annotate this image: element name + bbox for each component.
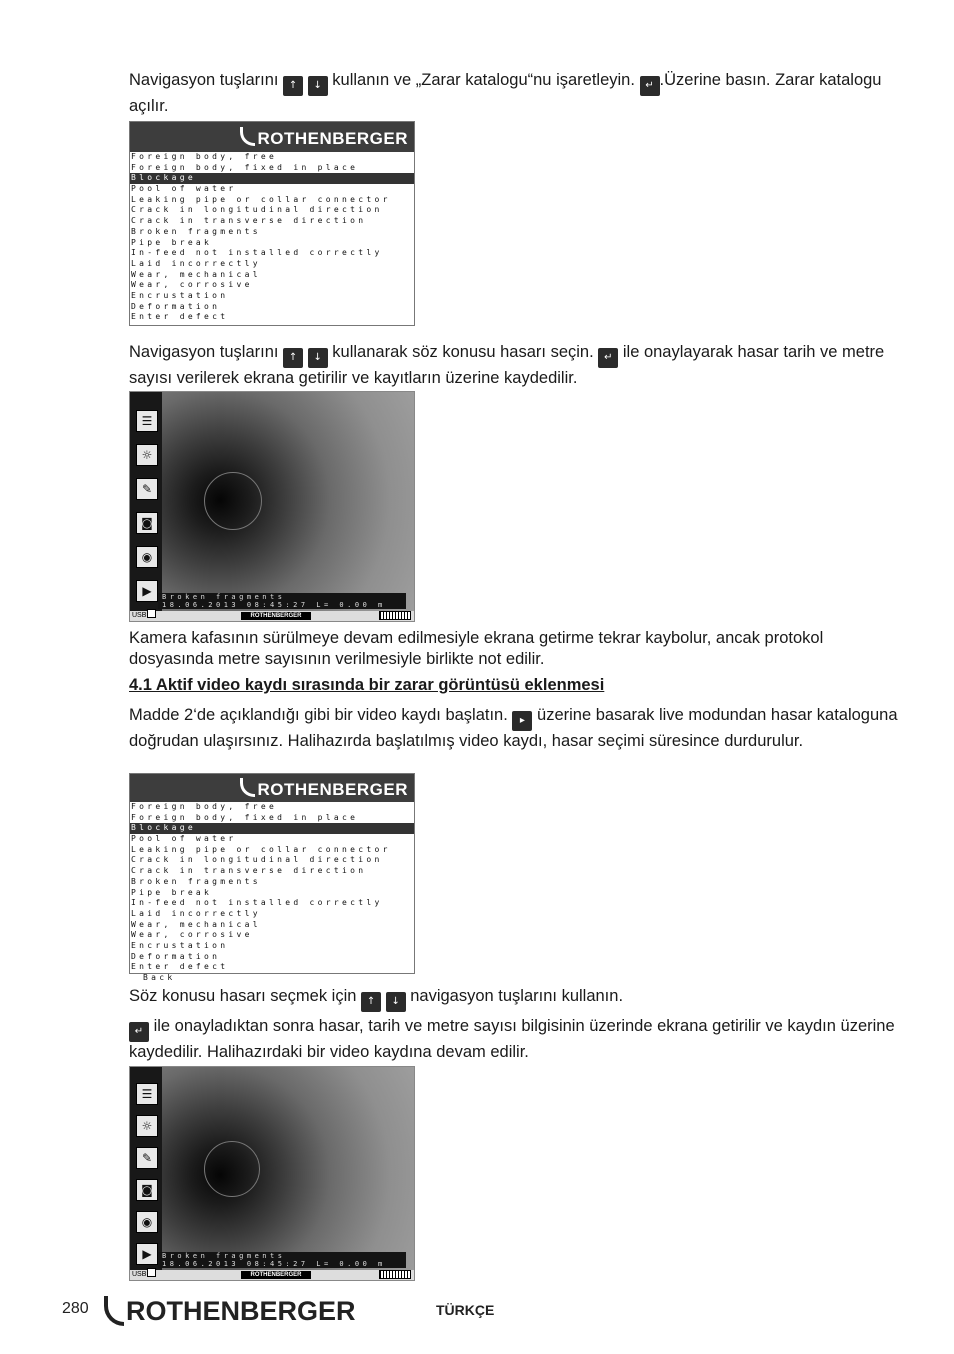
light-icon: ☼ [136, 444, 158, 466]
language-label: TÜRKÇE [436, 1302, 495, 1318]
battery-icon [379, 1270, 411, 1279]
catalog-item[interactable]: Foreign body, fixed in place [131, 162, 359, 172]
footer-brand-logo: ROTHENBERGER [104, 1296, 356, 1327]
camera-toolbar [130, 392, 162, 621]
catalog-item[interactable]: Crack in transverse direction [131, 866, 367, 876]
light-icon: ☼ [136, 1115, 158, 1137]
paragraph-start-video [129, 705, 899, 752]
text: kullanın ve „Zarar katalogu“nu işaretleyin. [332, 71, 635, 89]
catalog-item[interactable]: Foreign body, free [131, 152, 278, 161]
text: Navigasyon tuşlarını [129, 71, 279, 89]
menu-icon: ☰ [136, 1083, 158, 1105]
usb-indicator: USB [132, 609, 156, 621]
text: Madde 2‘de açıklandığı gibi bir video kaydı başlatın. [129, 706, 508, 724]
camera-view-screen-1 [129, 391, 415, 622]
catalog-item[interactable]: Wear, corrosive [131, 280, 253, 290]
enter-key-icon: ↵ [598, 348, 618, 368]
catalog-item[interactable]: In-feed not installed correctly [131, 898, 383, 908]
text: kullanarak söz konusu hasarı seçin. [332, 343, 594, 361]
nav-up-key-icon: ↑ [361, 992, 381, 1012]
screen-header [130, 122, 414, 152]
catalog-item[interactable]: Enter defect [131, 962, 229, 972]
camera-toolbar [130, 1067, 162, 1280]
damage-label: Broken fragments [162, 593, 286, 601]
text: ile onayladıktan sonra hasar, tarih ve metre sayısı bilgisinin üzerinde ekrana getirilir ve kaydın üzerine kaydedilir. Halihazırdaki bir video kaydına devam edilir. [129, 1017, 895, 1061]
enter-key-icon: ↵ [129, 1022, 149, 1042]
catalog-item[interactable]: Wear, mechanical [131, 269, 261, 279]
catalog-item[interactable]: Crack in longitudinal direction [131, 205, 383, 215]
usb-indicator: USB [132, 1268, 156, 1280]
damage-catalog-list [130, 802, 414, 984]
page-number: 280 [62, 1300, 89, 1317]
paragraph-confirm [129, 1016, 899, 1063]
catalog-item[interactable]: Crack in transverse direction [131, 216, 367, 226]
catalog-item[interactable]: Crack in longitudinal direction [131, 855, 383, 865]
catalog-item[interactable]: In-feed not installed correctly [131, 248, 383, 258]
rothenberger-logo: ROTHENBERGER [240, 778, 408, 800]
record-icon: ◉ [136, 546, 158, 568]
catalog-item[interactable]: Encrustation [131, 290, 229, 300]
text: ile onaylayarak hasar tarih ve metre sayısı verilerek ekrana getirilir ve kayıtların üzerine kaydedilir. [129, 343, 885, 387]
catalog-item[interactable]: Wear, corrosive [131, 930, 253, 940]
enter-key-icon: ↵ [640, 76, 660, 96]
nav-up-key-icon: ↑ [283, 348, 303, 368]
pen-icon: ✎ [136, 1147, 158, 1169]
paragraph-open-catalog [129, 70, 899, 117]
catalog-item[interactable]: Blockage [130, 173, 414, 184]
damage-catalog-list [130, 152, 414, 323]
catalog-item[interactable]: Blockage [130, 823, 414, 834]
nav-down-key-icon: ↓ [308, 348, 328, 368]
catalog-item[interactable]: Foreign body, free [131, 802, 278, 811]
camera-icon: ◙ [136, 1179, 158, 1201]
damage-catalog-key-icon: ▸ [512, 711, 532, 731]
date-meter-label: 18.06.2013 08:45:27 L= 0.00 m [162, 1260, 386, 1268]
paragraph-choose-damage [129, 986, 899, 1012]
catalog-item[interactable]: Leaking pipe or collar connector [131, 194, 391, 204]
catalog-back-item[interactable]: Back [143, 973, 176, 982]
rothenberger-logo: ROTHENBERGER [241, 1271, 311, 1279]
catalog-item[interactable]: Enter defect [131, 312, 229, 322]
camera-view-screen-2 [129, 1066, 415, 1281]
pen-icon: ✎ [136, 478, 158, 500]
catalog-item[interactable]: Laid incorrectly [131, 258, 261, 268]
date-meter-label: 18.06.2013 08:45:27 L= 0.00 m [162, 601, 386, 609]
rothenberger-logo: ROTHENBERGER [241, 612, 311, 620]
rothenberger-logo: ROTHENBERGER [240, 127, 408, 149]
play-icon: ▶ [136, 580, 158, 602]
catalog-item[interactable]: Laid incorrectly [131, 908, 261, 918]
nav-down-key-icon: ↓ [308, 76, 328, 96]
catalog-item[interactable]: Pool of water [131, 834, 237, 844]
text: .Üzerine basın. Zarar katalogu açılır. [129, 71, 882, 115]
nav-down-key-icon: ↓ [386, 992, 406, 1012]
catalog-item[interactable]: Broken fragments [131, 226, 261, 236]
damage-overlay [158, 593, 406, 609]
menu-icon: ☰ [136, 410, 158, 432]
catalog-item[interactable]: Deformation [131, 951, 221, 961]
damage-catalog-screen-2 [129, 773, 415, 982]
play-icon: ▶ [136, 1243, 158, 1265]
catalog-item[interactable]: Pool of water [131, 184, 237, 194]
status-bar [130, 1270, 414, 1280]
damage-catalog-screen-1 [129, 121, 415, 326]
nav-up-key-icon: ↑ [283, 76, 303, 96]
screen-header [130, 774, 414, 802]
damage-label: Broken fragments [162, 1252, 286, 1260]
paragraph-select-damage [129, 342, 899, 389]
catalog-item[interactable]: Foreign body, fixed in place [131, 812, 359, 822]
text: navigasyon tuşlarını kullanın. [410, 987, 624, 1005]
section-heading: 4.1 Aktif video kaydı sırasında bir zarar görüntüsü eklenmesi [129, 676, 605, 694]
status-bar [130, 611, 414, 621]
catalog-item[interactable]: Pipe break [131, 887, 213, 897]
catalog-item[interactable]: Leaking pipe or collar connector [131, 844, 391, 854]
catalog-item[interactable]: Deformation [131, 301, 221, 311]
damage-overlay [158, 1252, 406, 1268]
catalog-item[interactable]: Pipe break [131, 237, 213, 247]
paragraph-overlay-disappears: Kamera kafasının sürülmeye devam edilmesiyle ekrana getirme tekrar kaybolur, ancak protokol dosyasında metre sayısının verilmesiyle birlikte not edilir. [129, 629, 824, 668]
catalog-item[interactable]: Broken fragments [131, 876, 261, 886]
camera-icon: ◙ [136, 512, 158, 534]
text: Söz konusu hasarı seçmek için [129, 987, 357, 1005]
text: üzerine basarak live modundan hasar kataloguna doğrudan ulaşırsınız. Halihazırda başlatılmış video kaydı, hasar seçimi süresince durdurulur. [129, 706, 898, 750]
catalog-item[interactable]: Wear, mechanical [131, 919, 261, 929]
record-icon: ◉ [136, 1211, 158, 1233]
text: Navigasyon tuşlarını [129, 343, 279, 361]
battery-icon [379, 611, 411, 620]
catalog-item[interactable]: Encrustation [131, 940, 229, 950]
